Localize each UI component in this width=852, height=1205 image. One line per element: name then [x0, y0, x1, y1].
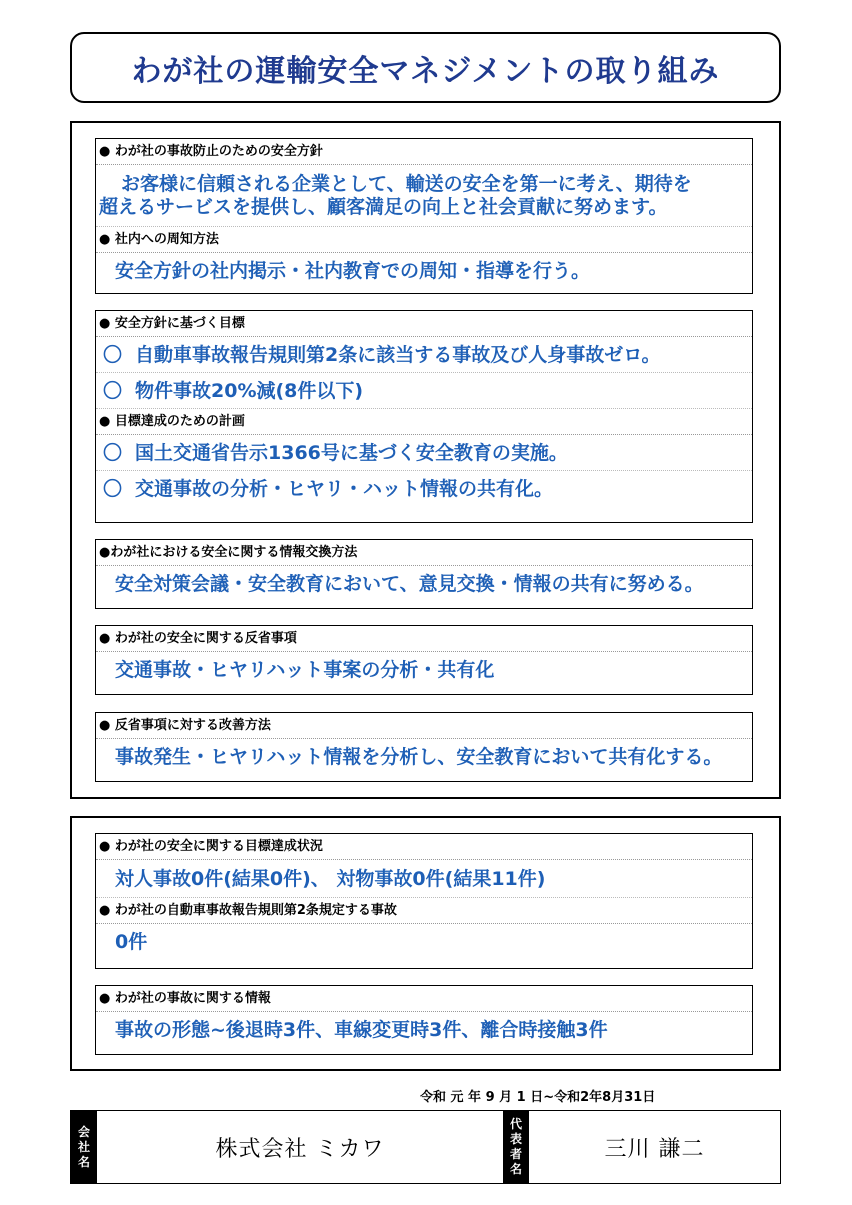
rep-label-char: 表: [509, 1132, 522, 1146]
rep-label-char: 者: [509, 1147, 522, 1161]
improvement-heading: ● 反省事項に対する改善方法: [96, 713, 752, 739]
representative-label: [503, 1111, 529, 1183]
plan-text: 交通事故の分析・ヒヤリ・ハット情報の共有化。: [135, 478, 554, 500]
goal-item: [96, 337, 752, 373]
plan-item: [96, 435, 752, 471]
notice-heading: ● 社内への周知方法: [96, 227, 752, 253]
plans-heading: ● 目標達成のための計画: [96, 409, 752, 435]
company-name: 株式会社 ミカワ: [215, 1136, 385, 1162]
goal-text: 自動車事故報告規則第2条に該当する事故及び人身事故ゼロ。: [135, 344, 661, 366]
rep-label-char: 代: [509, 1117, 522, 1131]
circle-mark-icon: 〇: [103, 478, 123, 500]
reflection-text: 交通事故・ヒヤリハット事案の分析・共有化: [115, 659, 495, 681]
article2-heading: ● わが社の自動車事故報告規則第2条規定する事故: [96, 898, 752, 924]
achievement-text: 対人事故0件(結果0件)、 対物事故0件(結果11件): [96, 860, 752, 898]
page-title: わが社の運輸安全マネジメントの取り組み: [70, 32, 781, 103]
period-text: 令和 元 年 9 月 1 日~令和2年8月31日: [420, 1090, 656, 1105]
accident-info-text: 事故の形態~後退時3件、車線変更時3件、離合時接触3件: [115, 1019, 608, 1041]
circle-mark-icon: 〇: [103, 344, 123, 366]
circle-mark-icon: 〇: [103, 442, 123, 464]
circle-mark-icon: 〇: [103, 380, 123, 402]
info-exchange-text: 安全対策会議・安全教育において、意見交換・情報の共有に努める。: [115, 573, 704, 595]
reflection-heading: ● わが社の安全に関する反省事項: [96, 626, 752, 652]
improvement-panel: [95, 712, 753, 782]
company-label-char: 会: [77, 1124, 90, 1139]
company-label-char: 名: [77, 1154, 90, 1169]
company-label: [71, 1111, 97, 1183]
improvement-text: 事故発生・ヒヤリハット情報を分析し、安全教育において共有化する。: [115, 746, 723, 768]
achievement-panel: [95, 833, 753, 969]
article2-text: 0件: [115, 931, 148, 953]
plan-item: [96, 471, 752, 507]
goals-heading: ● 安全方針に基づく目標: [96, 311, 752, 337]
safety-policy-panel: [95, 138, 753, 294]
safety-policy-line-2: 超えるサービスを提供し、顧客満足の向上と社会貢献に努めます。: [99, 196, 668, 218]
notice-text: 安全方針の社内掲示・社内教育での周知・指導を行う。: [115, 260, 591, 282]
safety-policy-heading: ● わが社の事故防止のための安全方針: [96, 139, 752, 165]
goal-text: 物件事故20%減(8件以下): [135, 380, 364, 402]
safety-policy-text: [96, 165, 752, 227]
accident-info-panel: [95, 985, 753, 1055]
info-exchange-heading: ●わが社における安全に関する情報交換方法: [96, 540, 752, 566]
plan-text: 国土交通省告示1366号に基づく安全教育の実施。: [135, 442, 568, 464]
safety-policy-line-1: お客様に信頼される企業として、輸送の安全を第一に考え、期待を: [121, 173, 692, 195]
goals-panel: [95, 310, 753, 523]
accident-info-heading: ● わが社の事故に関する情報: [96, 986, 752, 1012]
signature-block: [70, 1110, 781, 1184]
rep-label-char: 名: [509, 1162, 522, 1176]
achievement-heading: ● わが社の安全に関する目標達成状況: [96, 834, 752, 860]
company-label-char: 社: [77, 1139, 90, 1154]
goal-item: [96, 373, 752, 409]
representative-name: 三川 謙二: [604, 1136, 705, 1162]
reflection-panel: [95, 625, 753, 695]
info-exchange-panel: [95, 539, 753, 609]
